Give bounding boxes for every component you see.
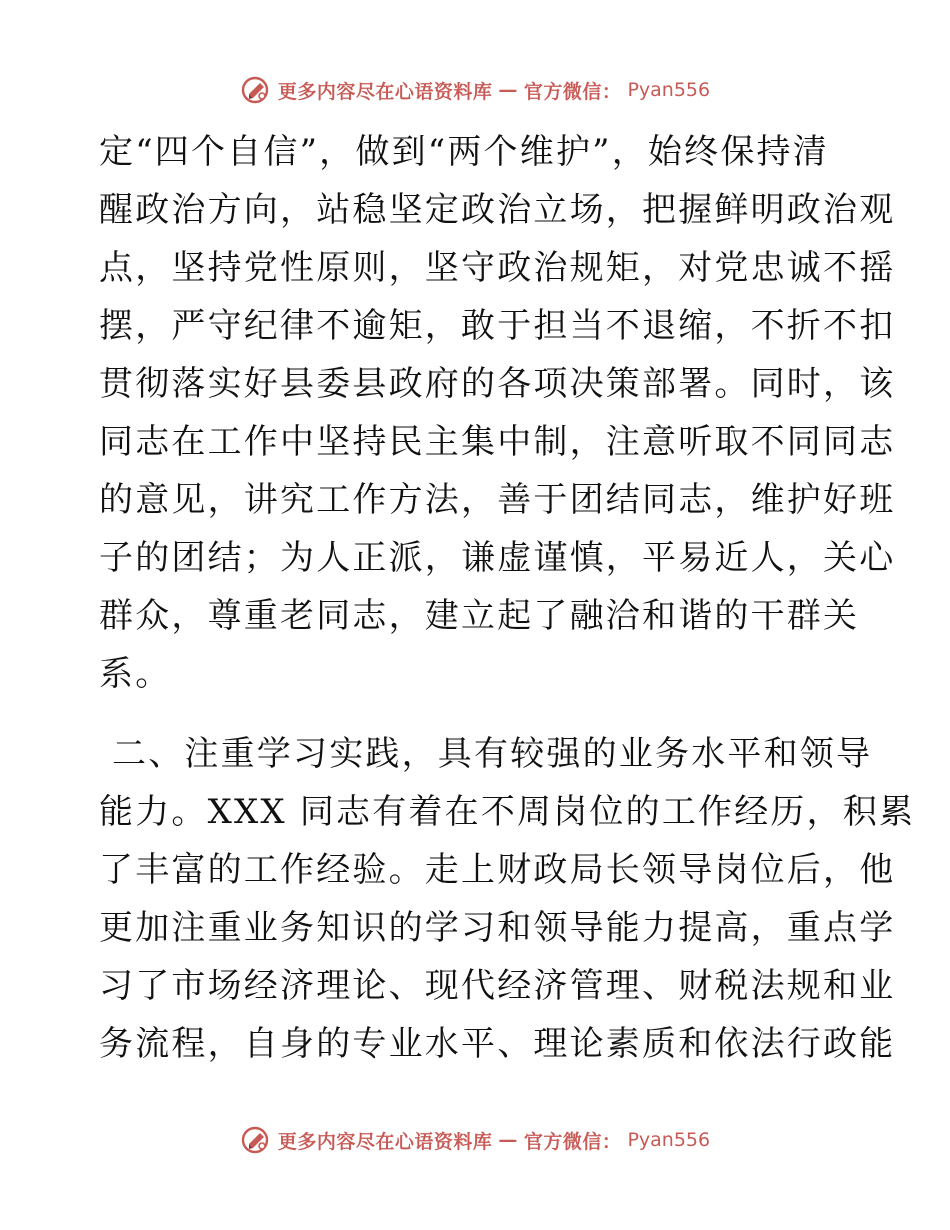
text-line: 习了市场经济理论、现代经济管理、财税法规和业 [99, 966, 896, 1006]
text-line: 摆，严守纪律不逾矩，敢于担当不退缩，不折不扣 [99, 306, 896, 346]
watermark-brand: 更多内容尽在心语资料库 [277, 80, 493, 103]
watermark-wechat-label: 官方微信： [523, 1130, 622, 1153]
text-line: 了丰富的工作经验。走上财政局长领导岗位后，他 [99, 850, 896, 890]
watermark-dash: — [498, 79, 518, 101]
brand-logo-icon [240, 74, 272, 106]
brand-logo-icon [240, 1124, 272, 1156]
text-line: 子的团结；为人正派，谦虚谨慎，平易近人，关心 [99, 538, 896, 578]
text-line: 醒政治方向，站稳坚定政治立场，把握鲜明政治观 [99, 190, 896, 230]
watermark-wechat-id: Pyan556 [627, 79, 711, 101]
text-line: 群众，尊重老同志，建立起了融洽和谐的干群关 [99, 596, 860, 636]
footer-watermark [0, 1120, 950, 1160]
paragraph-2 [99, 725, 916, 1073]
text-line: 贯彻落实好县委县政府的各项决策部署。同时，该 [99, 364, 896, 404]
text-line: 点，坚持党性原则，坚守政治规矩，对党忠诚不摇 [99, 248, 896, 288]
watermark-wechat-id: Pyan556 [627, 1129, 711, 1151]
watermark-dash: — [498, 1129, 518, 1151]
text-line: 的意见，讲究工作方法，善于团结同志，维护好班 [99, 480, 896, 520]
text-line: 能力。XXX 同志有着在不周岗位的工作经历，积累 [99, 792, 916, 832]
header-watermark [0, 70, 950, 110]
text-line: 务流程，自身的专业水平、理论素质和依法行政能 [99, 1024, 896, 1064]
text-line: 同志在工作中坚持民主集中制，注意听取不同同志 [99, 422, 896, 462]
document-body [99, 123, 916, 1073]
paragraph-1 [99, 123, 896, 703]
text-line: 系。 [99, 654, 172, 694]
text-line: 二、注重学习实践，具有较强的业务水平和领导 [99, 734, 873, 774]
watermark-wechat-label: 官方微信： [523, 80, 622, 103]
watermark-brand: 更多内容尽在心语资料库 [277, 1130, 493, 1153]
paragraph-gap [99, 703, 851, 725]
text-line: 定“四个自信”，做到“两个维护”，始终保持清 [99, 132, 829, 172]
text-line: 更加注重业务知识的学习和领导能力提高，重点学 [99, 908, 896, 948]
